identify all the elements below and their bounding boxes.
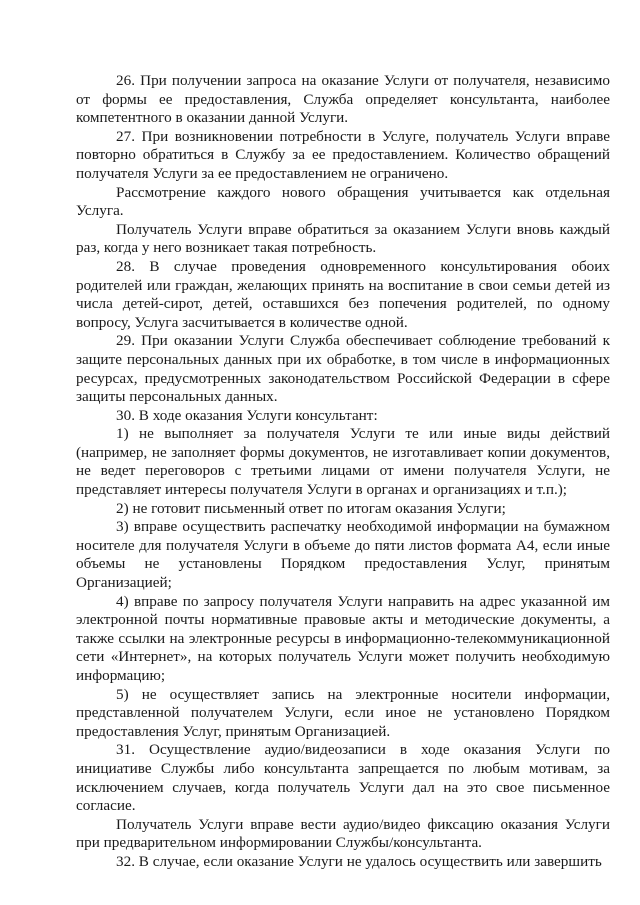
list-item-30-1: 1) не выполняет за получателя Услуги те или иные виды действий (например, не заполняет формы документов, не изготавливает копии документов, не ведет переговоров с третьими лицами от имени получателя Услуги, не представляет интересы получателя Услуги в органах и организациях и т.п.); [76,425,610,499]
list-item-30-5: 5) не осуществляет запись на электронные носители информации, представленной получателем Услуги, если иное не установлено Порядком предоставления Услуг, принятым Организацией. [76,685,610,740]
paragraph-30: 30. В ходе оказания Услуги консультант: [116,406,378,424]
paragraph-27-repeat-right: Получатель Услуги вправе обратиться за оказанием Услуги вновь каждый раз, когда у него возникает такая потребность. [76,220,610,257]
document-page [76,72,610,872]
list-item-30-2: 2) не готовит письменный ответ по итогам оказания Услуги; [116,499,506,517]
paragraph-29: 29. При оказании Услуги Служба обеспечивает соблюдение требований к защите персональных данных при их обработке, в том числе в информационных ресурсах, предусмотренных законодательством Российской Федерации в сфере защиты персональных данных. [76,332,610,406]
paragraph-31-recording-right: Получатель Услуги вправе вести аудио/видео фиксацию оказания Услуги при предварительном информировании Службы/консультанта. [76,815,610,852]
paragraph-31: 31. Осуществление аудио/видеозаписи в ходе оказания Услуги по инициативе Службы либо консультанта запрещается по любым мотивам, за исключением случаев, когда получатель Услуги дал на это свое письменное согласие. [76,741,610,815]
paragraph-32: 32. В случае, если оказание Услуги не удалось осуществить или завершить [116,852,602,870]
paragraph-27: 27. При возникновении потребности в Услуге, получатель Услуги вправе повторно обратиться в Службу за ее предоставлением. Количество обращений получателя Услуги за ее предоставлением не ограничено. [76,127,610,182]
paragraph-26: 26. При получении запроса на оказание Услуги от получателя, независимо от формы ее предоставления, Служба определяет консультанта, наиболее компетентного в оказании данной Услуги. [76,72,610,127]
paragraph-27-new-request: Рассмотрение каждого нового обращения учитывается как отдельная Услуга. [76,183,610,220]
list-item-30-4: 4) вправе по запросу получателя Услуги направить на адрес указанной им электронной почты нормативные правовые акты и методические документы, а также ссылки на электронные ресурсы в информационно-телекоммуникационной сети «Интернет», на которых получатель Услуги может получить необходимую информацию; [76,592,610,684]
list-item-30-3: 3) вправе осуществить распечатку необходимой информации на бумажном носителе для получателя Услуги в объеме до пяти листов формата А4, если иные объемы не установлены Порядком предоставления Услуг, принятым Организацией; [76,518,610,592]
paragraph-28: 28. В случае проведения одновременного консультирования обоих родителей или граждан, желающих принять на воспитание в свои семьи детей из числа детей-сирот, детей, оставшихся без попечения родителей, по одному вопросу, Услуга засчитывается в количестве одной. [76,257,610,331]
